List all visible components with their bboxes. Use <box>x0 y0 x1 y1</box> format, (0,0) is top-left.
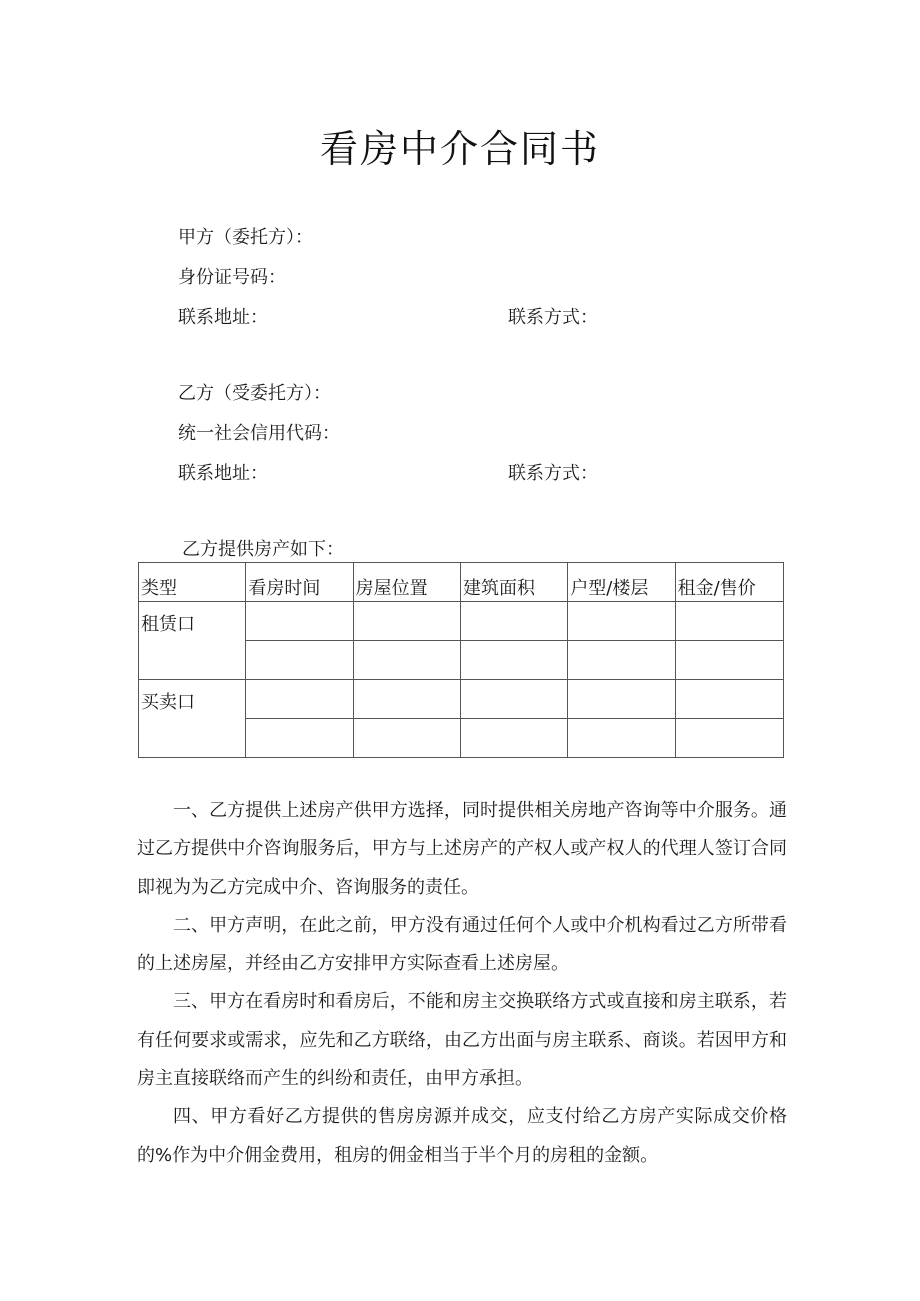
party-b-section <box>178 374 738 494</box>
party-a-address-line <box>178 298 738 338</box>
party-a-id-label: 身份证号码： <box>178 267 286 288</box>
page-title: 看房中介合同书 <box>319 127 600 171</box>
table-cell <box>675 602 783 641</box>
header-type: 类型 <box>139 563 246 602</box>
clause-1: 一、乙方提供上述房产供甲方选择，同时提供相关房地产咨询等中介服务。通过乙方提供中介咨询服务后，甲方与上述房产的产权人或产权人的代理人签订合同即视为为乙方完成中介、咨询服务的责任。 <box>137 800 787 898</box>
properties-intro: 乙方提供房产如下： <box>182 539 344 560</box>
table-cell <box>675 719 783 758</box>
party-b-name-line <box>178 374 738 414</box>
party-a-address-label: 联系地址： <box>178 307 268 328</box>
header-area: 建筑面积 <box>460 563 567 602</box>
table-cell <box>568 602 675 641</box>
table-cell <box>246 602 353 641</box>
party-b-credit-label: 统一社会信用代码： <box>178 423 340 444</box>
header-viewing-time: 看房时间 <box>246 563 353 602</box>
table-cell <box>353 680 460 719</box>
clause-3: 三、甲方在看房时和看房后，不能和房主交换联络方式或直接和房主联系，若有任何要求或需求，应先和乙方联络，由乙方出面与房主联系、商谈。若因甲方和房主直接联络而产生的纠纷和责任，由甲方承担。 <box>137 991 787 1090</box>
header-rent-price: 租金/售价 <box>675 563 783 602</box>
type-sale-cell: 买卖口 <box>139 680 246 758</box>
table-cell <box>568 641 675 680</box>
party-a-name-line <box>178 218 738 258</box>
party-a-section <box>178 218 738 338</box>
party-b-address-line <box>178 454 738 494</box>
party-a-name-label: 甲方（委托方）： <box>178 227 313 248</box>
table-cell <box>568 719 675 758</box>
table-cell <box>353 602 460 641</box>
table-cell <box>353 719 460 758</box>
party-a-id-line <box>178 258 738 298</box>
properties-table <box>138 562 784 758</box>
table-cell <box>675 641 783 680</box>
table-header-row <box>139 563 784 602</box>
party-b-address-label: 联系地址： <box>178 463 268 484</box>
table-cell <box>675 680 783 719</box>
party-b-contact-label: 联系方式： <box>508 463 598 484</box>
table-row <box>139 602 784 641</box>
table-cell <box>246 719 353 758</box>
table-cell <box>460 602 567 641</box>
table-cell <box>246 641 353 680</box>
table-cell <box>353 641 460 680</box>
header-location: 房屋位置 <box>353 563 460 602</box>
table-cell <box>460 680 567 719</box>
type-rent-cell: 租赁口 <box>139 602 246 680</box>
clauses-section <box>137 792 787 1175</box>
clause-4: 四、甲方看好乙方提供的售房房源并成交，应支付给乙方房产实际成交价格的%作为中介佣金费用，租房的佣金相当于半个月的房租的金额。 <box>137 1106 787 1166</box>
clause-2: 二、甲方声明，在此之前，甲方没有通过任何个人或中介机构看过乙方所带看的上述房屋，并经由乙方安排甲方实际查看上述房屋。 <box>137 914 787 975</box>
party-b-name-label: 乙方（受委托方）： <box>178 383 331 404</box>
table-cell <box>460 719 567 758</box>
table-row <box>139 680 784 719</box>
table-cell <box>246 680 353 719</box>
table-cell <box>460 641 567 680</box>
table-cell <box>568 680 675 719</box>
party-b-credit-line <box>178 414 738 454</box>
header-layout-floor: 户型/楼层 <box>568 563 675 602</box>
party-a-contact-label: 联系方式： <box>508 307 598 328</box>
